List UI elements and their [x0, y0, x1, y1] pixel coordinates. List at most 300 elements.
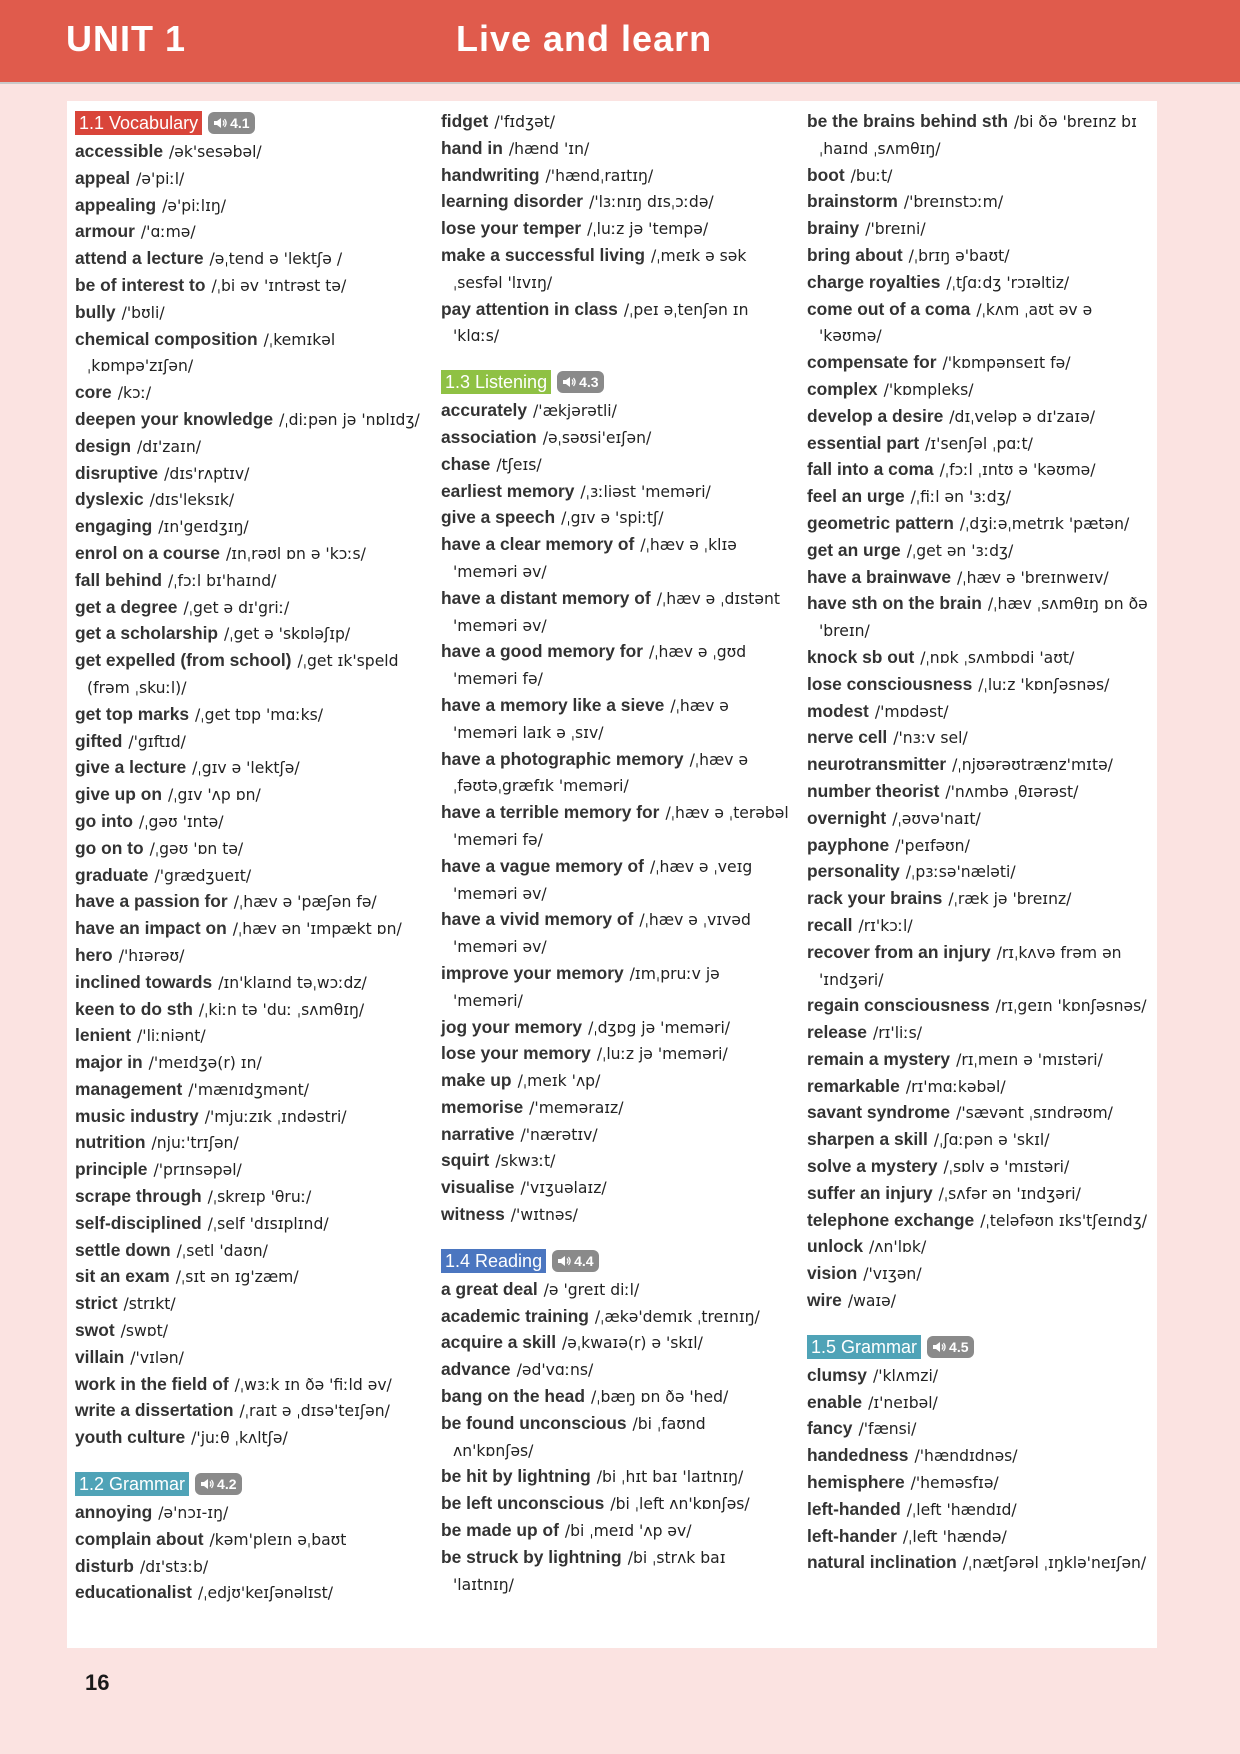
word-entry — [75, 514, 425, 541]
word-entry — [441, 693, 791, 747]
word-entry — [441, 1330, 791, 1357]
phonetic-transcription: /ˌɜːliəst 'meməri/ — [580, 482, 711, 501]
phonetic-transcription: /bi ˌmeɪd 'ʌp əv/ — [564, 1522, 692, 1541]
word-entry — [441, 532, 791, 586]
word-entry — [75, 997, 425, 1024]
phonetic-transcription: /kəm'pleɪn əˌbaʊt — [209, 1530, 347, 1549]
phonetic-transcription: /'kɒmpənseɪt fə/ — [942, 354, 1071, 373]
column-1 — [75, 109, 425, 1627]
phonetic-transcription: /'nɜːv sel/ — [893, 729, 968, 748]
headword: modest — [807, 700, 869, 721]
phonetic-transcription: /ə 'greɪt diːl/ — [543, 1280, 640, 1299]
headword: lenient — [75, 1025, 132, 1046]
phonetic-transcription: /'ɑːmə/ — [140, 223, 196, 242]
phonetic-transcription: /'hændɪdnəs/ — [914, 1447, 1018, 1466]
headword: savant syndrome — [807, 1102, 951, 1123]
phonetic-transcription: /ə'piːlɪŋ/ — [162, 196, 227, 215]
phonetic-transcription: /'fænsi/ — [858, 1420, 917, 1439]
headword: be left unconscious — [441, 1493, 605, 1514]
speaker-icon — [557, 1254, 571, 1268]
phonetic-transcription: /'lɜːnɪŋ dɪsˌɔːdə/ — [589, 193, 714, 212]
headword: handedness — [807, 1445, 909, 1466]
word-entry — [807, 243, 1152, 270]
word-entry — [75, 863, 425, 890]
headword: self-disciplined — [75, 1212, 202, 1233]
headword: acquire a skill — [441, 1332, 557, 1353]
phonetic-transcription: /'vɪʒən/ — [863, 1265, 922, 1284]
word-entry — [807, 1074, 1152, 1101]
headword: brainstorm — [807, 191, 898, 212]
section-title: 1.2 Grammar — [75, 1472, 189, 1496]
word-entry — [75, 380, 425, 407]
phonetic-transcription: /ˌbæŋ ɒn ðə 'hed/ — [590, 1388, 729, 1407]
section-header — [75, 111, 425, 135]
headword: rack your brains — [807, 888, 943, 909]
word-entry — [75, 327, 425, 381]
headword: bring about — [807, 244, 903, 265]
headword: suffer an injury — [807, 1182, 933, 1203]
headword: hero — [75, 944, 113, 965]
word-entry — [807, 297, 1152, 351]
word-entry — [807, 1550, 1152, 1577]
headword: lose your temper — [441, 218, 582, 239]
phonetic-transcription: /rɪ'mɑːkəbəl/ — [905, 1077, 1006, 1096]
phonetic-transcription: /'liːniənt/ — [137, 1027, 206, 1046]
phonetic-transcription: /ˌmeɪk 'ʌp/ — [517, 1072, 601, 1091]
word-entry — [441, 1411, 791, 1465]
headword: have sth on the brain — [807, 593, 982, 614]
headword: have a brainwave — [807, 566, 952, 587]
headword: squirt — [441, 1150, 490, 1171]
section-header — [441, 1249, 791, 1273]
headword: natural inclination — [807, 1552, 957, 1573]
phonetic-transcription: /'kɒmpleks/ — [883, 380, 974, 399]
headword: core — [75, 382, 112, 403]
phonetic-transcription: /ˌget tɒp 'mɑːks/ — [195, 705, 324, 724]
phonetic-transcription: /ˌəʊvə'naɪt/ — [892, 809, 981, 828]
word-entry — [75, 1023, 425, 1050]
audio-track-number: 4.3 — [579, 374, 599, 391]
headword: brainy — [807, 218, 860, 239]
headword: disturb — [75, 1555, 134, 1576]
word-entry — [75, 300, 425, 327]
headword: fancy — [807, 1418, 853, 1439]
word-entry — [807, 886, 1152, 913]
phonetic-transcription: /'mænɪdʒmənt/ — [188, 1080, 309, 1099]
word-entry — [75, 595, 425, 622]
phonetic-transcription: /ˌnɒk ˌsʌmbɒdi 'aʊt/ — [920, 648, 1075, 667]
headword: witness — [441, 1204, 505, 1225]
phonetic-transcription: /ˌluːz jə 'tempə/ — [587, 220, 709, 239]
phonetic-transcription: /'nʌmbə ˌθɪərəst/ — [945, 782, 1079, 801]
phonetic-transcription: /'mjuːzɪk ˌɪndəstri/ — [204, 1107, 347, 1126]
word-entry — [807, 538, 1152, 565]
audio-track-button[interactable] — [195, 1473, 241, 1495]
word-entry — [75, 219, 425, 246]
phonetic-transcription: /ˌhæv ə ˌdɪstənt 'meməri əv/ — [453, 589, 780, 635]
headword: personality — [807, 861, 900, 882]
headword: settle down — [75, 1239, 171, 1260]
phonetic-transcription: /ˌkiːn tə 'duː ˌsʌmθɪŋ/ — [198, 1000, 365, 1019]
headword: clumsy — [807, 1364, 867, 1385]
audio-track-button[interactable] — [927, 1336, 973, 1358]
word-entry — [807, 457, 1152, 484]
phonetic-transcription: /bi ˌstrʌk baɪ 'laɪtnɪŋ/ — [453, 1548, 726, 1594]
headword: keen to do sth — [75, 998, 193, 1019]
phonetic-transcription: /'nærətɪv/ — [520, 1125, 598, 1144]
word-entry — [441, 586, 791, 640]
phonetic-transcription: /'hændˌraɪtɪŋ/ — [545, 166, 654, 185]
speaker-icon — [213, 116, 227, 130]
phonetic-transcription: /dɪs'rʌptɪv/ — [164, 464, 250, 483]
headword: engaging — [75, 516, 153, 537]
word-entry — [75, 1077, 425, 1104]
headword: be found unconscious — [441, 1412, 627, 1433]
headword: swot — [75, 1320, 115, 1341]
headword: scrape through — [75, 1186, 202, 1207]
headword: strict — [75, 1293, 118, 1314]
word-entry — [75, 461, 425, 488]
word-entry — [441, 1015, 791, 1042]
audio-track-button[interactable] — [557, 371, 603, 393]
word-entry — [807, 270, 1152, 297]
word-entry — [441, 1202, 791, 1229]
word-entry — [807, 431, 1152, 458]
phonetic-transcription: /ˌhæv ə 'breɪnweɪv/ — [957, 568, 1109, 587]
word-entry — [807, 1100, 1152, 1127]
phonetic-transcription: /ˌself 'dɪsɪplɪnd/ — [207, 1214, 329, 1233]
headword: sit an exam — [75, 1266, 170, 1287]
phonetic-transcription: /ˌhæv ə ˌvɪvəd 'meməri əv/ — [453, 911, 751, 957]
phonetic-transcription: /rɪ'kɔːl/ — [858, 916, 913, 935]
phonetic-transcription: /'heməsfɪə/ — [910, 1474, 999, 1493]
headword: have a good memory for — [441, 641, 643, 662]
phonetic-transcription: /ɪnˌrəʊl ɒn ə 'kɔːs/ — [225, 544, 366, 563]
headword: visualise — [441, 1177, 515, 1198]
phonetic-transcription: /'grædʒueɪt/ — [154, 866, 252, 885]
headword: knock sb out — [807, 646, 915, 667]
headword: dyslexic — [75, 489, 144, 510]
word-entry — [75, 246, 425, 273]
word-entry — [441, 136, 791, 163]
word-entry — [441, 1068, 791, 1095]
headword: villain — [75, 1346, 125, 1367]
headword: appeal — [75, 167, 131, 188]
headword: fall into a coma — [807, 459, 934, 480]
headword: association — [441, 426, 537, 447]
phonetic-transcription: /ɪn'klaɪnd təˌwɔːdz/ — [218, 973, 367, 992]
word-entry — [75, 166, 425, 193]
headword: get a degree — [75, 596, 178, 617]
phonetic-transcription: /ˌkʌm ˌaʊt əv ə 'kəʊmə/ — [819, 300, 1093, 346]
phonetic-transcription: /ˌhæv ə 'meməri laɪk ə ˌsɪv/ — [453, 696, 729, 742]
headword: number theorist — [807, 780, 940, 801]
audio-track-button[interactable] — [208, 112, 254, 134]
word-entry — [75, 1050, 425, 1077]
speaker-icon — [200, 1477, 214, 1491]
word-entry — [441, 1122, 791, 1149]
word-entry — [75, 1130, 425, 1157]
phonetic-transcription: /ˌget ən 'ɜːdʒ/ — [906, 541, 1014, 560]
phonetic-transcription: /ˌhæv ə 'pæʃən fə/ — [233, 893, 377, 912]
headword: write a dissertation — [75, 1400, 234, 1421]
headword: deepen your knowledge — [75, 408, 274, 429]
phonetic-transcription: /'mɒdəst/ — [874, 702, 949, 721]
headword: earliest memory — [441, 480, 575, 501]
phonetic-transcription: /ˌhæv ə ˌgʊd 'meməri fə/ — [453, 643, 747, 689]
phonetic-transcription: /waɪə/ — [847, 1292, 897, 1311]
phonetic-transcription: /rɪˌkʌvə frəm ən 'ɪndʒəri/ — [819, 943, 1122, 989]
word-entry — [75, 407, 425, 434]
word-entry — [441, 1175, 791, 1202]
headword: fall behind — [75, 569, 162, 590]
phonetic-transcription: /ˌget ə 'skɒləʃɪp/ — [224, 625, 351, 644]
word-entry — [807, 1234, 1152, 1261]
phonetic-transcription: /bi ˌleft ʌn'kɒnʃəs/ — [610, 1495, 750, 1514]
headword: narrative — [441, 1123, 515, 1144]
phonetic-transcription: /'ækjərətli/ — [533, 402, 617, 421]
headword: have a distant memory of — [441, 587, 651, 608]
phonetic-transcription: /rɪˌgeɪn 'kɒnʃəsnəs/ — [995, 997, 1147, 1016]
headword: fidget — [441, 111, 489, 131]
word-entry — [807, 1047, 1152, 1074]
phonetic-transcription: /ˌteləfəʊn ɪks'tʃeɪndʒ/ — [980, 1211, 1147, 1230]
phonetic-transcription: /ˌʃɑːpən ə 'skɪl/ — [933, 1131, 1050, 1150]
headword: bang on the head — [441, 1386, 585, 1407]
word-entry — [441, 1464, 791, 1491]
phonetic-transcription: /swɒt/ — [120, 1322, 169, 1341]
headword: go into — [75, 810, 133, 831]
phonetic-transcription: /'juːθ ˌkʌltʃə/ — [191, 1429, 288, 1448]
headword: chemical composition — [75, 328, 258, 349]
word-entry — [75, 1157, 425, 1184]
phonetic-transcription: /ˌdʒɒg jə 'meməri/ — [588, 1018, 731, 1037]
wordlist-section — [441, 370, 791, 1229]
phonetic-transcription: /dɪs'leksɪk/ — [149, 491, 235, 510]
phonetic-transcription: /ɪmˌpruːv jə 'meməri/ — [453, 964, 720, 1010]
headword: complain about — [75, 1528, 204, 1549]
word-entry — [75, 139, 425, 166]
phonetic-transcription: /ˌmeɪk ə səkˌsesfəl 'lɪvɪŋ/ — [453, 246, 747, 292]
headword: bully — [75, 301, 116, 322]
phonetic-transcription: /ˌræk jə 'breɪnz/ — [948, 890, 1072, 909]
section-title: 1.3 Listening — [441, 370, 551, 394]
phonetic-transcription: /'hɪərəʊ/ — [118, 946, 185, 965]
word-entry — [807, 833, 1152, 860]
headword: left-hander — [807, 1525, 897, 1546]
word-entry — [75, 434, 425, 461]
headword: have a vague memory of — [441, 855, 644, 876]
word-entry — [807, 1416, 1152, 1443]
word-entry — [807, 913, 1152, 940]
word-entry — [75, 1398, 425, 1425]
audio-track-number: 4.2 — [217, 1476, 237, 1493]
word-entry — [807, 725, 1152, 752]
word-entry — [441, 961, 791, 1015]
headword: telephone exchange — [807, 1209, 975, 1230]
headword: music industry — [75, 1105, 199, 1126]
word-entry — [441, 216, 791, 243]
headword: handwriting — [441, 164, 540, 185]
phonetic-transcription: /skwɜːt/ — [495, 1152, 556, 1171]
headword: give a speech — [441, 507, 556, 528]
word-entry — [75, 1211, 425, 1238]
headword: nerve cell — [807, 727, 888, 748]
headword: geometric pattern — [807, 512, 954, 533]
phonetic-transcription: /njuː'trɪʃən/ — [151, 1134, 239, 1153]
word-entry — [807, 672, 1152, 699]
word-entry — [441, 425, 791, 452]
headword: wire — [807, 1290, 842, 1311]
phonetic-transcription: /bi ˌhɪt baɪ 'laɪtnɪŋ/ — [596, 1468, 744, 1487]
word-entry — [441, 1518, 791, 1545]
section-title: 1.1 Vocabulary — [75, 111, 202, 135]
headword: armour — [75, 221, 135, 242]
headword: attend a lecture — [75, 248, 204, 269]
word-entry — [807, 859, 1152, 886]
headword: be struck by lightning — [441, 1546, 622, 1567]
phonetic-transcription: /dɪ'stɜːb/ — [139, 1557, 209, 1576]
section-header — [75, 1472, 425, 1496]
headword: make a successful living — [441, 244, 645, 265]
word-entry — [441, 297, 791, 351]
word-entry — [807, 1443, 1152, 1470]
word-entry — [75, 1291, 425, 1318]
word-entry — [807, 404, 1152, 431]
word-entry — [75, 1238, 425, 1265]
word-entry — [441, 398, 791, 425]
phonetic-transcription: /ˌbi əv 'ɪntrəst tə/ — [211, 276, 347, 295]
phonetic-transcription: /ˌkemɪkəl ˌkɒmpə'zɪʃən/ — [87, 330, 336, 376]
word-entry — [441, 243, 791, 297]
word-entry — [441, 1304, 791, 1331]
word-entry — [441, 854, 791, 908]
headword: major in — [75, 1052, 143, 1073]
phonetic-transcription: /ˌdʒiːəˌmetrɪk 'pætən/ — [959, 514, 1130, 533]
headword: complex — [807, 378, 878, 399]
word-entry — [75, 916, 425, 943]
word-entry — [807, 1288, 1152, 1315]
word-entry — [75, 648, 425, 702]
phonetic-transcription: /ˌluːz 'kɒnʃəsnəs/ — [978, 675, 1110, 694]
headword: have a photographic memory — [441, 748, 684, 769]
headword: chase — [441, 453, 491, 474]
headword: annoying — [75, 1502, 153, 1523]
phonetic-transcription: /'meɪdʒə(r) ɪn/ — [148, 1054, 262, 1073]
headword: come out of a coma — [807, 298, 971, 319]
column-3 — [807, 109, 1152, 1597]
phonetic-transcription: /ˌluːz jə 'meməri/ — [596, 1045, 728, 1064]
section-title: 1.4 Reading — [441, 1249, 546, 1273]
unit-banner — [0, 0, 1240, 82]
phonetic-transcription: /ˌskreɪp 'θruː/ — [207, 1188, 312, 1207]
speaker-icon — [932, 1340, 946, 1354]
headword: vision — [807, 1263, 858, 1284]
word-entry — [441, 479, 791, 506]
phonetic-transcription: /'meməraɪz/ — [529, 1098, 624, 1117]
phonetic-transcription: /ˌhæv ə ˌterəbəl 'meməri fə/ — [453, 804, 789, 849]
headword: lose your memory — [441, 1043, 591, 1064]
headword: remarkable — [807, 1075, 900, 1096]
headword: hand in — [441, 137, 503, 158]
phonetic-transcription: /bi ðə 'breɪnz bɪˌhaɪnd ˌsʌmθɪŋ/ — [819, 113, 1137, 158]
headword: compensate for — [807, 352, 937, 373]
word-entry — [807, 511, 1152, 538]
word-entry — [807, 1390, 1152, 1417]
phonetic-transcription: /ˌpɜːsə'næləti/ — [905, 863, 1016, 882]
wordlist-panel — [67, 101, 1157, 1648]
word-entry — [441, 1095, 791, 1122]
phonetic-transcription: /ˌdiːpən jə 'nɒlɪdʒ/ — [279, 410, 420, 429]
word-entry — [807, 1470, 1152, 1497]
headword: have a memory like a sieve — [441, 694, 665, 715]
word-entry — [75, 621, 425, 648]
headword: remain a mystery — [807, 1048, 951, 1069]
phonetic-transcription: /'bʊli/ — [121, 303, 165, 322]
phonetic-transcription: /ˌget ɪk'speld (frəm ˌskuːl)/ — [87, 652, 399, 697]
phonetic-transcription: /ˌsɪt ən ɪg'zæm/ — [175, 1268, 299, 1287]
headword: give a lecture — [75, 757, 187, 778]
phonetic-transcription: /'vɪʒuəlaɪz/ — [520, 1179, 607, 1198]
word-entry — [807, 565, 1152, 592]
word-entry — [807, 1154, 1152, 1181]
word-entry — [75, 809, 425, 836]
phonetic-transcription: /ˌleft 'hændɪd/ — [906, 1500, 1017, 1519]
audio-track-number: 4.5 — [949, 1338, 969, 1355]
word-entry — [441, 907, 791, 961]
word-entry — [75, 1372, 425, 1399]
headword: sharpen a skill — [807, 1129, 928, 1150]
headword: get expelled (from school) — [75, 650, 292, 671]
phonetic-transcription: /rɪˌmeɪn ə 'mɪstəri/ — [956, 1050, 1103, 1069]
word-entry — [75, 836, 425, 863]
phonetic-transcription: /'klʌmzi/ — [872, 1366, 939, 1385]
headword: essential part — [807, 432, 920, 453]
headword: educationalist — [75, 1582, 192, 1603]
word-entry — [807, 109, 1152, 163]
word-entry — [441, 109, 791, 136]
audio-track-number: 4.4 — [574, 1252, 594, 1269]
headword: inclined towards — [75, 971, 213, 992]
phonetic-transcription: /ˌtʃɑːdʒ 'rɔɪəltiz/ — [946, 273, 1070, 292]
word-entry — [807, 484, 1152, 511]
phonetic-transcription: /ˌnjʊərəʊtrænz'mɪtə/ — [952, 756, 1113, 775]
audio-track-button[interactable] — [552, 1250, 598, 1272]
phonetic-transcription: /ə'piːl/ — [136, 169, 185, 188]
phonetic-transcription: /rɪ'liːs/ — [872, 1024, 923, 1043]
unit-label: UNIT 1 — [66, 18, 187, 59]
word-entry — [807, 591, 1152, 645]
headword: release — [807, 1022, 867, 1043]
headword: a great deal — [441, 1278, 538, 1299]
word-entry — [75, 1318, 425, 1345]
phonetic-transcription: /ˌwɜːk ɪn ðə 'fiːld əv/ — [234, 1375, 392, 1394]
phonetic-transcription: /'wɪtnəs/ — [510, 1206, 578, 1225]
phonetic-transcription: /ˌget ə dɪ'griː/ — [183, 598, 290, 617]
headword: lose consciousness — [807, 673, 973, 694]
word-entry — [75, 782, 425, 809]
word-entry — [807, 216, 1152, 243]
headword: improve your memory — [441, 962, 624, 983]
phonetic-transcription: /əˌsəʊsi'eɪʃən/ — [542, 428, 652, 447]
word-entry — [441, 1041, 791, 1068]
phonetic-transcription: /ˌhæv ˌsʌmθɪŋ ɒn ðə 'breɪn/ — [819, 595, 1148, 641]
word-entry — [807, 1363, 1152, 1390]
phonetic-transcription: /hænd 'ɪn/ — [508, 139, 590, 158]
column-2 — [441, 109, 791, 1618]
section-header — [441, 370, 791, 394]
phonetic-transcription: /'peɪfəʊn/ — [895, 836, 970, 855]
